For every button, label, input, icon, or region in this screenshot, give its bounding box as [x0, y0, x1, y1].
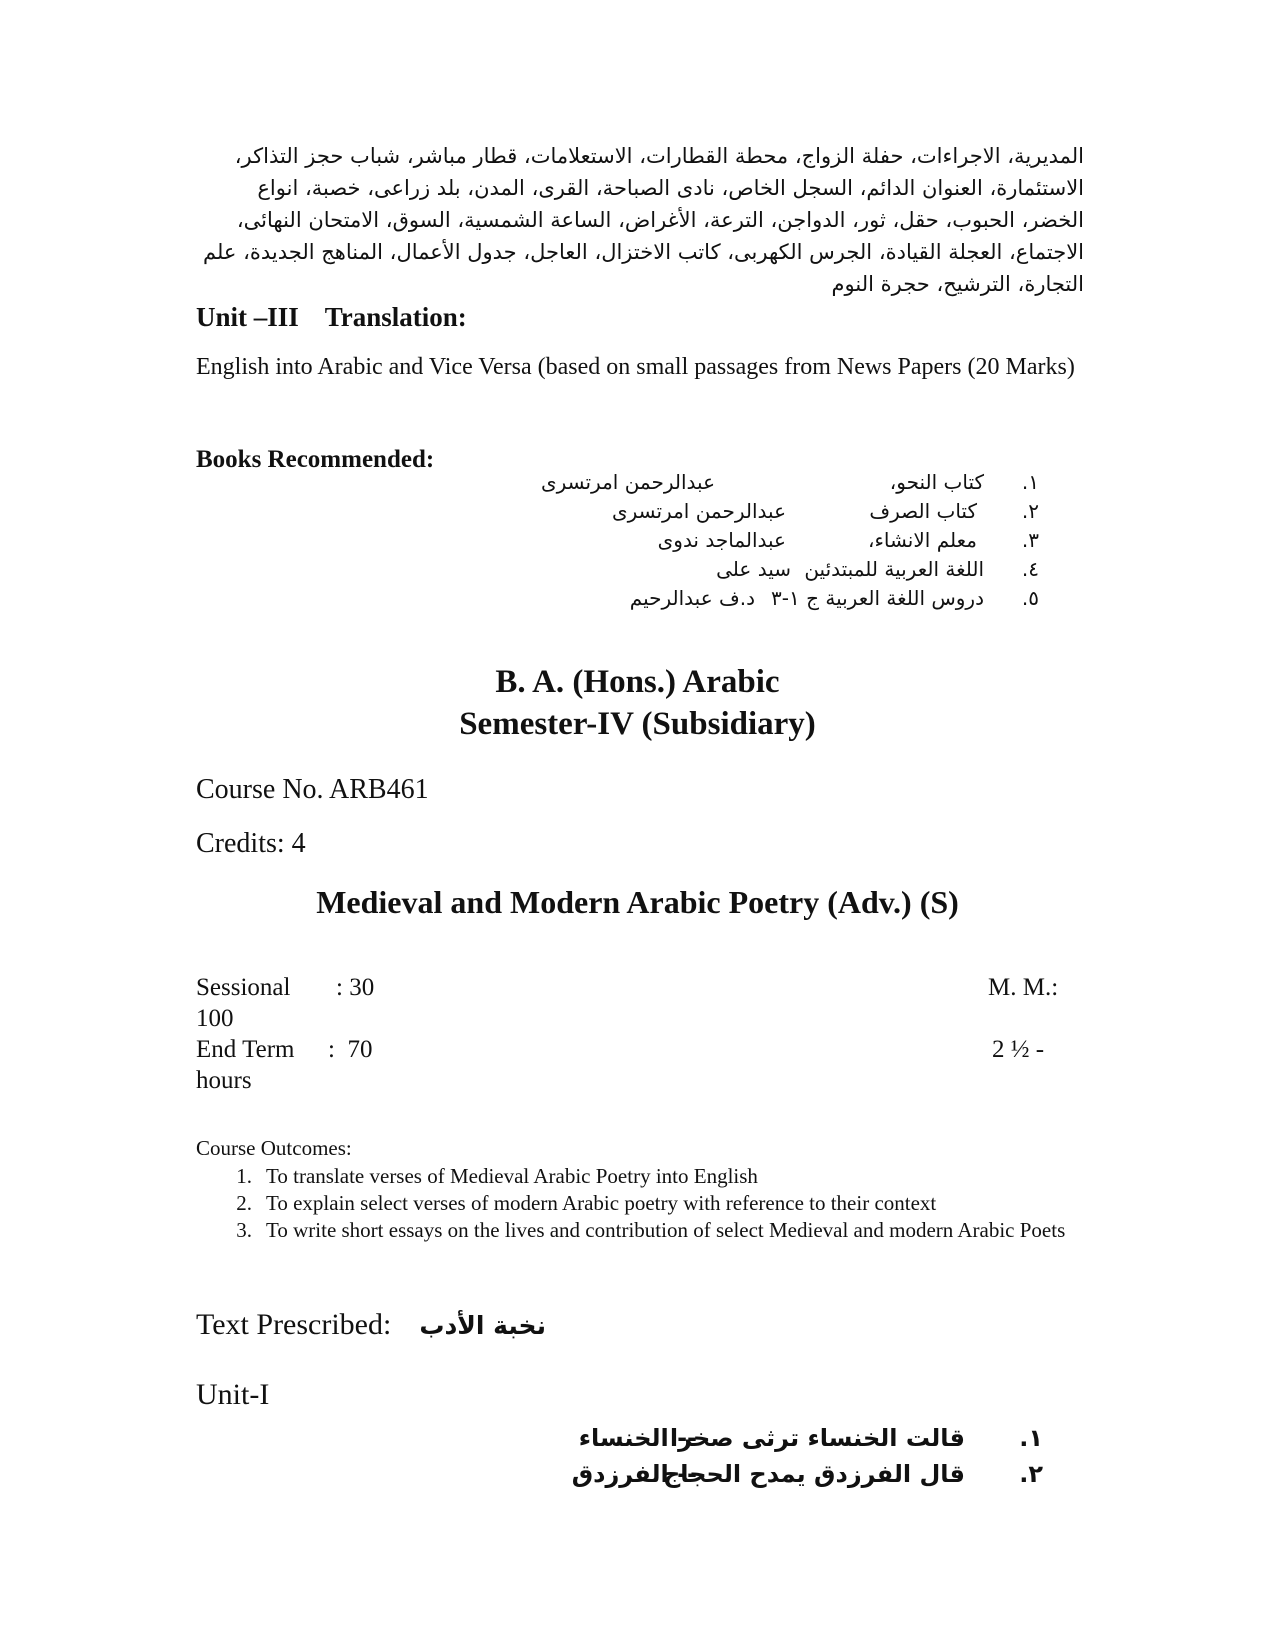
- course-credits: Credits: 4: [196, 828, 306, 859]
- duration-value: 2 ½ -: [992, 1036, 1045, 1063]
- poem-title: قال الفرزدق يمدح الحجاج: [662, 1460, 965, 1488]
- outcomes-list: [196, 1163, 1086, 1244]
- unit-1-heading: Unit-I: [196, 1378, 270, 1411]
- book-number: ٤.: [1021, 557, 1039, 581]
- book-author: عبدالرحمن امرتسرى: [611, 499, 786, 523]
- poem-number: ٢.: [1019, 1460, 1043, 1488]
- program-title: B. A. (Hons.) Arabic: [495, 664, 780, 700]
- end-term-value: : 70: [328, 1036, 373, 1063]
- sessional-value: : 30: [336, 974, 375, 1001]
- sessional-label: Sessional: [196, 974, 291, 1001]
- book-author: عبدالرحمن امرتسرى: [540, 470, 715, 494]
- outcome-number: 3.: [236, 1218, 252, 1242]
- poem-title: قالت الخنساء ترثى صخرا: [669, 1424, 965, 1452]
- unit-3-label: Unit –III: [196, 302, 299, 332]
- course-title: Medieval and Modern Arabic Poetry (Adv.) (S): [316, 884, 959, 920]
- vocabulary-line: الاستئمارة، العنوان الدائم، السجل الخاص، نادى الصباحة، القرى، المدن، بلد زراعى، خصبة، انواع: [257, 176, 1084, 200]
- duration-unit: hours: [196, 1067, 252, 1094]
- vocabulary-line: التجارة، الترشيح، حجرة النوم: [831, 272, 1084, 296]
- outcomes-heading: Course Outcomes:: [196, 1136, 352, 1160]
- end-term-label: End Term: [196, 1036, 295, 1063]
- book-author: د.ف عبدالرحيم: [629, 586, 755, 610]
- text-prescribed-title: نخبة الأدب: [419, 1311, 546, 1340]
- course-number: Course No. ARB461: [196, 774, 429, 805]
- vocabulary-line: المديرية، الاجراءات، حفلة الزواج، محطة القطارات، الاستعلامات، قطار مباشر، شباب حجز التذاكر،: [234, 144, 1084, 168]
- text-prescribed: [196, 1308, 546, 1342]
- outcome-item: [196, 1190, 1086, 1217]
- book-author: عبدالماجد ندوى: [657, 528, 786, 552]
- poem-poet: -- الفرزدق: [571, 1460, 697, 1488]
- outcome-text: To explain select verses of modern Arabic poetry with reference to their context: [266, 1191, 937, 1215]
- book-number: ٢.: [1021, 499, 1039, 523]
- semester-title: Semester-IV (Subsidiary): [459, 706, 816, 742]
- max-marks-value: 100: [196, 1005, 234, 1032]
- book-number: ٣.: [1021, 528, 1039, 552]
- max-marks-label: M. M.:: [988, 974, 1059, 1001]
- book-title: دروس اللغة العربية ج ١-٣: [771, 586, 984, 610]
- book-number: ٥.: [1021, 586, 1039, 610]
- outcome-number: 1.: [236, 1164, 252, 1188]
- book-title: اللغة العربية للمبتدئين: [804, 557, 984, 581]
- vocabulary-line: الخضر، الحبوب، حقل، ثور، الدواجن، الترعة، الأغراض، الساعة الشمسية، السوق، الامتحان النهائى،: [236, 208, 1084, 232]
- outcome-text: To translate verses of Medieval Arabic Poetry into English: [266, 1164, 758, 1188]
- unit-3-description: English into Arabic and Vice Versa (based on small passages from News Papers (20 Marks): [196, 354, 1075, 380]
- outcome-text: To write short essays on the lives and contribution of select Medieval and modern Arabic Poets: [266, 1218, 1066, 1242]
- books-heading: Books Recommended:: [196, 446, 435, 473]
- unit-3-heading: [196, 302, 467, 333]
- outcome-item: [196, 1163, 1086, 1190]
- outcome-number: 2.: [236, 1191, 252, 1215]
- vocabulary-line: الاجتماع، العجلة القيادة، الجرس الكهربى، كاتب الاختزال، العاجل، جدول الأعمال، المناهج الجديدة، علم: [202, 240, 1084, 264]
- poem-number: ١.: [1019, 1424, 1043, 1452]
- book-author: سيد على: [716, 557, 791, 581]
- unit-3-title: Translation:: [324, 302, 467, 332]
- book-number: ١.: [1021, 470, 1039, 494]
- outcome-item: [196, 1217, 1086, 1244]
- poem-poet: -- الخنساء: [578, 1424, 697, 1452]
- vocabulary-paragraph: [196, 140, 1084, 300]
- book-title: كتاب النحو،: [889, 470, 984, 494]
- text-prescribed-label: Text Prescribed:: [196, 1308, 392, 1341]
- book-title: كتاب الصرف: [869, 499, 977, 523]
- book-title: معلم الانشاء،: [868, 528, 977, 552]
